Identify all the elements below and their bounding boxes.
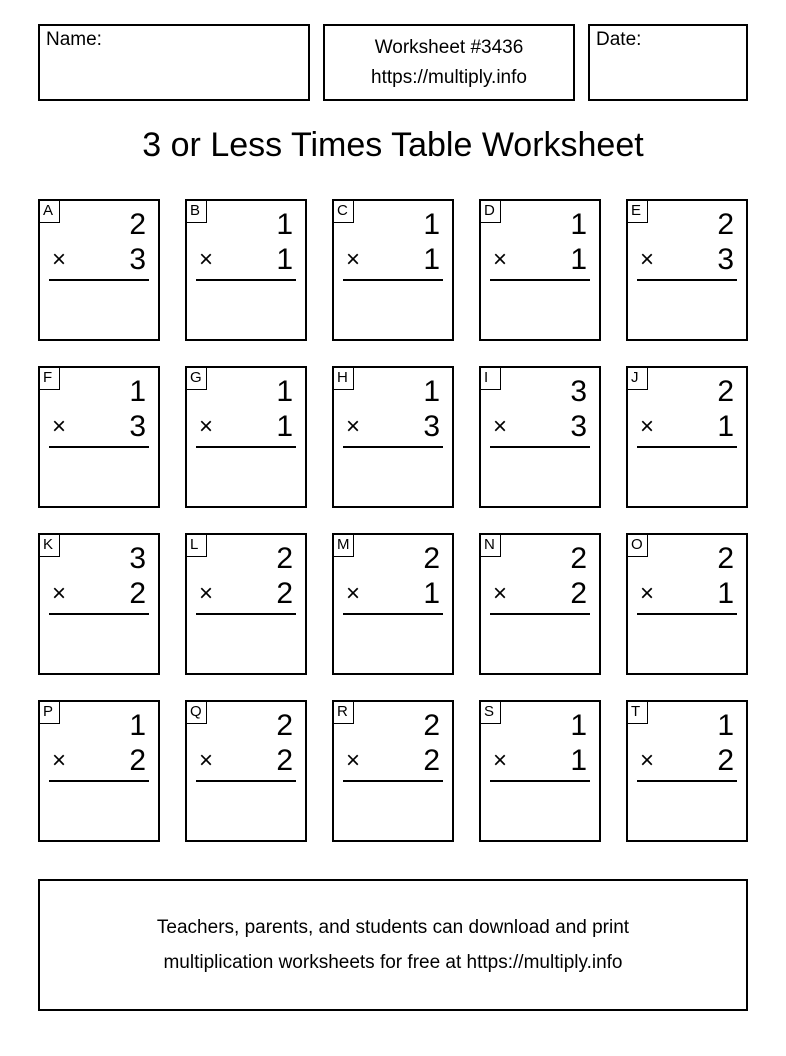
multiplicand: 2 bbox=[717, 208, 734, 241]
problem-card bbox=[38, 366, 160, 508]
multiplier: 3 bbox=[129, 410, 146, 443]
multiplicand: 2 bbox=[423, 709, 440, 742]
answer-line bbox=[637, 279, 737, 281]
problem-letter: M bbox=[334, 535, 354, 557]
multiplicand: 2 bbox=[129, 208, 146, 241]
multiplicand: 1 bbox=[129, 709, 146, 742]
problem-letter: J bbox=[628, 368, 648, 390]
answer-line bbox=[490, 613, 590, 615]
answer-line bbox=[196, 780, 296, 782]
footer-line-2: multiplication worksheets for free at https://multiply.info bbox=[163, 952, 623, 973]
answer-line bbox=[343, 279, 443, 281]
times-sign: × bbox=[52, 580, 67, 607]
times-sign: × bbox=[346, 580, 361, 607]
times-sign: × bbox=[52, 246, 67, 273]
multiplier: 1 bbox=[717, 577, 734, 610]
times-sign: × bbox=[493, 747, 508, 774]
date-field-box bbox=[588, 24, 748, 101]
times-sign: × bbox=[346, 246, 361, 273]
multiplicand: 2 bbox=[276, 542, 293, 575]
multiplicand: 3 bbox=[570, 375, 587, 408]
problem-letter: P bbox=[40, 702, 60, 724]
multiplier: 2 bbox=[276, 744, 293, 777]
problem-letter: C bbox=[334, 201, 354, 223]
times-sign: × bbox=[640, 413, 655, 440]
times-sign: × bbox=[199, 413, 214, 440]
answer-line bbox=[196, 279, 296, 281]
answer-line bbox=[49, 780, 149, 782]
times-sign: × bbox=[493, 413, 508, 440]
name-field-box bbox=[38, 24, 310, 101]
multiplier: 2 bbox=[129, 744, 146, 777]
problem-letter: S bbox=[481, 702, 501, 724]
multiplicand: 1 bbox=[570, 709, 587, 742]
multiplier: 1 bbox=[276, 243, 293, 276]
multiplier: 1 bbox=[570, 744, 587, 777]
answer-line bbox=[196, 446, 296, 448]
answer-line bbox=[49, 446, 149, 448]
multiplicand: 1 bbox=[276, 208, 293, 241]
problem-letter: I bbox=[481, 368, 501, 390]
times-sign: × bbox=[640, 580, 655, 607]
problem-card bbox=[332, 533, 454, 675]
multiplicand: 1 bbox=[129, 375, 146, 408]
multiplicand: 1 bbox=[570, 208, 587, 241]
problem-card bbox=[626, 533, 748, 675]
multiplicand: 2 bbox=[570, 542, 587, 575]
problem-letter: F bbox=[40, 368, 60, 390]
footer-line-1: Teachers, parents, and students can download and print bbox=[156, 917, 630, 938]
problem-letter: B bbox=[187, 201, 207, 223]
multiplicand: 2 bbox=[423, 542, 440, 575]
answer-line bbox=[343, 613, 443, 615]
times-sign: × bbox=[493, 246, 508, 273]
multiplier: 1 bbox=[570, 243, 587, 276]
worksheet-info-box bbox=[323, 24, 575, 101]
answer-line bbox=[196, 613, 296, 615]
problem-letter: Q bbox=[187, 702, 207, 724]
answer-line bbox=[490, 780, 590, 782]
times-sign: × bbox=[346, 413, 361, 440]
problem-card bbox=[479, 700, 601, 842]
times-sign: × bbox=[52, 413, 67, 440]
problem-letter: N bbox=[481, 535, 501, 557]
answer-line bbox=[343, 780, 443, 782]
problem-letter: K bbox=[40, 535, 60, 557]
date-label: Date: bbox=[596, 29, 642, 50]
problem-card bbox=[38, 199, 160, 341]
page-title: 3 or Less Times Table Worksheet bbox=[142, 126, 644, 164]
problem-card bbox=[332, 366, 454, 508]
times-sign: × bbox=[640, 246, 655, 273]
problem-grid bbox=[38, 199, 749, 842]
multiplicand: 1 bbox=[717, 709, 734, 742]
problem-card bbox=[185, 533, 307, 675]
problem-letter: H bbox=[334, 368, 354, 390]
problem-card bbox=[479, 366, 601, 508]
problem-card bbox=[332, 199, 454, 341]
multiplier: 2 bbox=[276, 577, 293, 610]
multiplier: 1 bbox=[423, 243, 440, 276]
multiplier: 1 bbox=[276, 410, 293, 443]
problem-letter: D bbox=[481, 201, 501, 223]
multiplicand: 2 bbox=[717, 375, 734, 408]
problem-card bbox=[185, 700, 307, 842]
problem-letter: G bbox=[187, 368, 207, 390]
problem-card bbox=[626, 366, 748, 508]
problem-letter: R bbox=[334, 702, 354, 724]
times-sign: × bbox=[640, 747, 655, 774]
answer-line bbox=[490, 279, 590, 281]
multiplicand: 1 bbox=[423, 375, 440, 408]
multiplier: 2 bbox=[423, 744, 440, 777]
multiplicand: 1 bbox=[423, 208, 440, 241]
multiplicand: 2 bbox=[717, 542, 734, 575]
problem-card bbox=[185, 366, 307, 508]
answer-line bbox=[49, 279, 149, 281]
problem-card bbox=[479, 533, 601, 675]
times-sign: × bbox=[199, 580, 214, 607]
multiplier: 3 bbox=[570, 410, 587, 443]
multiplier: 2 bbox=[570, 577, 587, 610]
times-sign: × bbox=[52, 747, 67, 774]
problem-card bbox=[626, 700, 748, 842]
times-sign: × bbox=[199, 747, 214, 774]
answer-line bbox=[49, 613, 149, 615]
multiplier: 2 bbox=[129, 577, 146, 610]
multiplier: 1 bbox=[717, 410, 734, 443]
times-sign: × bbox=[346, 747, 361, 774]
problem-letter: T bbox=[628, 702, 648, 724]
times-sign: × bbox=[199, 246, 214, 273]
multiplicand: 1 bbox=[276, 375, 293, 408]
answer-line bbox=[637, 613, 737, 615]
site-url: https://multiply.info bbox=[371, 67, 527, 88]
multiplier: 3 bbox=[129, 243, 146, 276]
multiplier: 3 bbox=[717, 243, 734, 276]
problem-card bbox=[479, 199, 601, 341]
answer-line bbox=[490, 446, 590, 448]
problem-card bbox=[38, 700, 160, 842]
multiplicand: 3 bbox=[129, 542, 146, 575]
multiplicand: 2 bbox=[276, 709, 293, 742]
problem-card bbox=[185, 199, 307, 341]
worksheet-id: Worksheet #3436 bbox=[374, 37, 524, 58]
problem-letter: E bbox=[628, 201, 648, 223]
answer-line bbox=[343, 446, 443, 448]
answer-line bbox=[637, 780, 737, 782]
problem-card bbox=[38, 533, 160, 675]
problem-letter: O bbox=[628, 535, 648, 557]
times-sign: × bbox=[493, 580, 508, 607]
multiplier: 1 bbox=[423, 577, 440, 610]
footer-box bbox=[38, 879, 748, 1011]
multiplier: 3 bbox=[423, 410, 440, 443]
problem-letter: A bbox=[40, 201, 60, 223]
problem-letter: L bbox=[187, 535, 207, 557]
problem-card bbox=[626, 199, 748, 341]
multiplier: 2 bbox=[717, 744, 734, 777]
problem-card bbox=[332, 700, 454, 842]
answer-line bbox=[637, 446, 737, 448]
name-label: Name: bbox=[46, 29, 102, 50]
